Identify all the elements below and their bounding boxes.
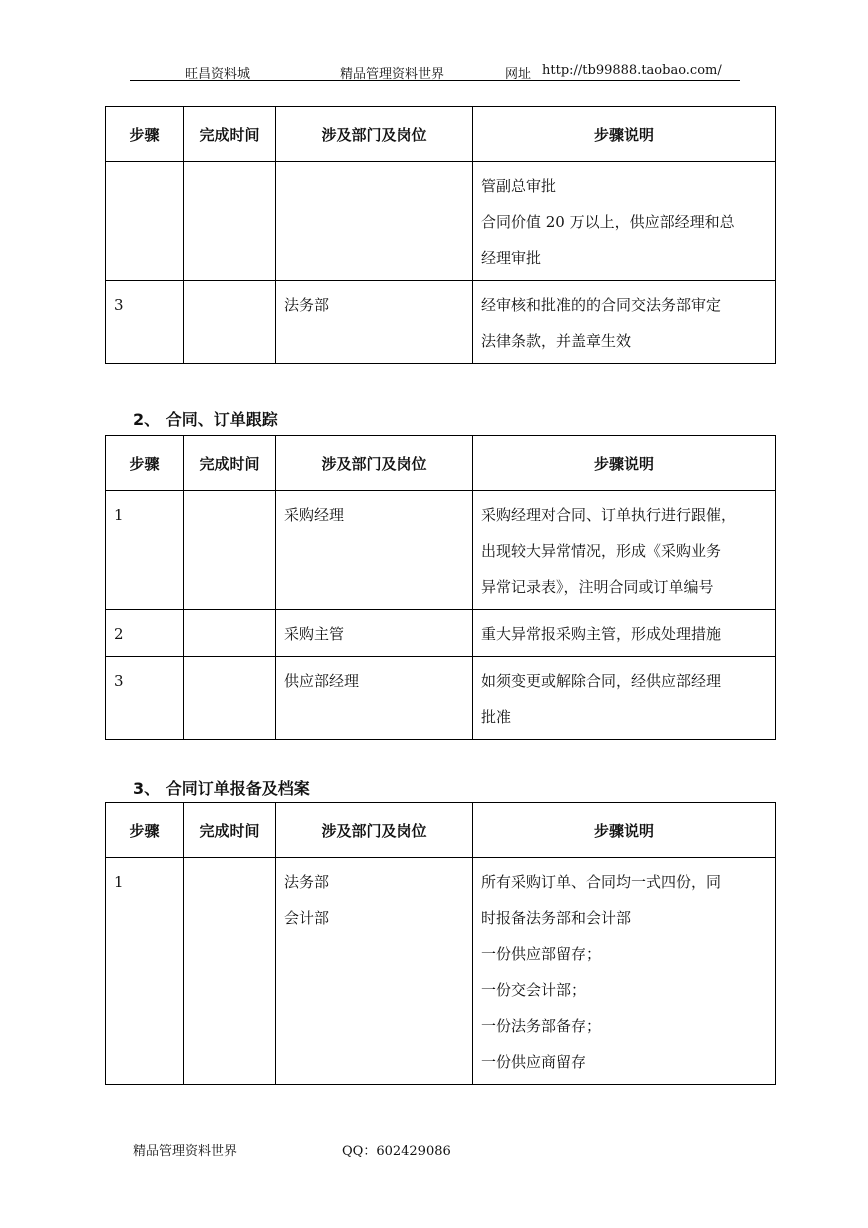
col-header-dept: 涉及部门及岗位 xyxy=(276,107,473,162)
col-header-time: 完成时间 xyxy=(184,436,276,491)
desc-cell-line: 合同价值 20 万以上，供应部经理和总 xyxy=(481,213,735,231)
table-row xyxy=(106,162,776,281)
time-cell xyxy=(184,657,276,740)
col-header-desc: 步骤说明 xyxy=(473,803,776,858)
time-cell xyxy=(184,281,276,364)
table-row xyxy=(106,281,776,364)
desc-cell xyxy=(473,858,776,1085)
desc-cell xyxy=(473,657,776,740)
col-header-desc: 步骤说明 xyxy=(473,436,776,491)
dept-cell-line: 会计部 xyxy=(284,909,330,927)
desc-cell-line: 法律条款，并盖章生效 xyxy=(481,332,632,350)
dept-cell xyxy=(276,281,473,364)
col-header-step: 步骤 xyxy=(106,107,184,162)
desc-cell xyxy=(473,281,776,364)
desc-cell xyxy=(473,162,776,281)
desc-cell-line: 经理审批 xyxy=(481,249,542,267)
step-cell xyxy=(106,858,184,1085)
step-cell xyxy=(106,162,184,281)
dept-cell xyxy=(276,657,473,740)
table-row xyxy=(106,610,776,657)
step-cell-text: 1 xyxy=(114,506,124,524)
dept-cell-line: 采购主管 xyxy=(284,625,345,643)
table-header-row xyxy=(106,436,776,491)
step-cell-text: 3 xyxy=(114,296,124,314)
step-cell xyxy=(106,610,184,657)
step-cell xyxy=(106,491,184,610)
col-header-step: 步骤 xyxy=(106,436,184,491)
time-cell xyxy=(184,162,276,281)
table-header-row xyxy=(106,107,776,162)
col-header-time: 完成时间 xyxy=(184,107,276,162)
dept-cell xyxy=(276,162,473,281)
col-header-dept: 涉及部门及岗位 xyxy=(276,436,473,491)
dept-cell-line: 供应部经理 xyxy=(284,672,360,690)
desc-cell-line: 如须变更或解除合同，经供应部经理 xyxy=(481,672,722,690)
desc-cell-line: 重大异常报采购主管，形成处理措施 xyxy=(481,625,722,643)
header-url-label: 网址 xyxy=(505,67,532,82)
step-cell xyxy=(106,281,184,364)
col-header-time: 完成时间 xyxy=(184,803,276,858)
desc-cell-line: 经审核和批准的的合同交法务部审定 xyxy=(481,296,722,314)
desc-cell-line: 采购经理对合同、订单执行进行跟催， xyxy=(481,506,737,524)
desc-cell-line: 批准 xyxy=(481,708,512,726)
dept-cell xyxy=(276,858,473,1085)
col-header-dept: 涉及部门及岗位 xyxy=(276,803,473,858)
header-url-link[interactable]: http://tb99888.taobao.com/ xyxy=(542,63,722,78)
desc-cell-line: 一份交会计部； xyxy=(481,981,587,999)
dept-cell-line: 法务部 xyxy=(284,296,330,314)
dept-cell-line: 法务部 xyxy=(284,873,330,891)
col-header-step: 步骤 xyxy=(106,803,184,858)
footer-site-name: 精品管理资料世界 xyxy=(133,1144,238,1159)
desc-cell-line: 一份法务部备存； xyxy=(481,1017,602,1035)
step-cell-text: 1 xyxy=(114,873,124,891)
step-cell-text: 3 xyxy=(114,672,124,690)
desc-cell xyxy=(473,491,776,610)
steps-table-1 xyxy=(105,106,776,364)
desc-cell-line: 异常记录表》，注明合同或订单编号 xyxy=(481,578,714,596)
table-row xyxy=(106,491,776,610)
table-row xyxy=(106,858,776,1085)
steps-table-3 xyxy=(105,802,776,1085)
dept-cell xyxy=(276,610,473,657)
desc-cell-line: 时报备法务部和会计部 xyxy=(481,909,632,927)
desc-cell-line: 管副总审批 xyxy=(481,177,557,195)
col-header-desc: 步骤说明 xyxy=(473,107,776,162)
desc-cell-line: 一份供应商留存 xyxy=(481,1053,587,1071)
dept-cell-line: 采购经理 xyxy=(284,506,345,524)
section-3-title: 3、 合同订单报备及档案 xyxy=(133,779,310,798)
steps-table-2 xyxy=(105,435,776,740)
time-cell xyxy=(184,610,276,657)
desc-cell-line: 所有采购订单、合同均一式四份，同 xyxy=(481,873,722,891)
table-row xyxy=(106,657,776,740)
table-header-row xyxy=(106,803,776,858)
footer-qq: QQ：602429086 xyxy=(342,1144,451,1159)
time-cell xyxy=(184,858,276,1085)
dept-cell xyxy=(276,491,473,610)
desc-cell-line: 出现较大异常情况，形成《采购业务 xyxy=(481,542,722,560)
step-cell-text: 2 xyxy=(114,625,124,643)
time-cell xyxy=(184,491,276,610)
header-center-title: 精品管理资料世界 xyxy=(340,67,445,82)
step-cell xyxy=(106,657,184,740)
header-divider xyxy=(130,80,740,81)
header-site-name: 旺昌资料城 xyxy=(185,67,251,82)
desc-cell-line: 一份供应部留存； xyxy=(481,945,602,963)
desc-cell xyxy=(473,610,776,657)
section-2-title: 2、 合同、订单跟踪 xyxy=(133,410,278,429)
